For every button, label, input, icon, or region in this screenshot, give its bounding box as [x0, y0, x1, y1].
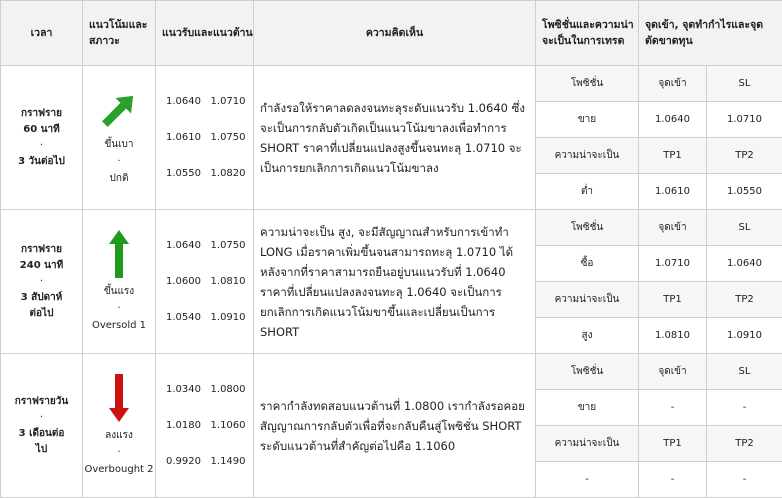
arrow-down-icon — [108, 373, 130, 423]
trend-cell — [83, 66, 156, 210]
tp1-value: 1.0610 — [639, 174, 707, 210]
sr-pair: 1.0340 1.0800 — [166, 383, 246, 395]
condition-label: Oversold 1 — [91, 320, 147, 331]
sr-pair: 1.0180 1.1060 — [166, 419, 246, 431]
tp2-value: 1.0910 — [707, 318, 782, 354]
entry-value: 1.0640 — [639, 102, 707, 138]
header-comment: ความคิดเห็น — [254, 1, 536, 66]
sl-head: SL — [707, 66, 782, 102]
period-text: 3 เดือนต่อ — [18, 427, 65, 439]
header-position: โพซิชั่นและความน่าจะเป็นในการเทรด — [536, 1, 639, 66]
header-trend: แนวโน้มและสภาวะ — [83, 1, 156, 66]
sr-pair: 1.0550 1.0820 — [166, 167, 246, 179]
dot-separator: · — [117, 156, 121, 167]
header-time: เวลา — [1, 1, 83, 66]
period-text: ไป — [35, 443, 48, 455]
position-value: ซื้อ — [536, 246, 639, 282]
sr-pair: 1.0600 1.0810 — [166, 275, 246, 287]
period-text: 240 นาที — [19, 259, 64, 271]
entry-value: - — [639, 390, 707, 426]
tp2-value: 1.0550 — [707, 174, 782, 210]
comment-cell: ราคากำลังทดสอบแนวต้านที่ 1.0800 เรากำลังรอคอยสัญญาณการกลับตัวเพื่อที่จะกลับคืนสู่โพซิชั่น SHORT ระดับแนวต้านที่สำคัญต่อไปคือ 1.1060 — [254, 354, 536, 498]
position-head: โพซิชั่น — [536, 66, 639, 102]
position-head: โพซิชั่น — [536, 210, 639, 246]
table-row — [1, 354, 782, 390]
tp2-value: - — [707, 462, 782, 498]
tp1-head: TP1 — [639, 426, 707, 462]
tp2-head: TP2 — [707, 426, 782, 462]
trend-label: ลงแรง — [105, 430, 133, 441]
table-row — [1, 66, 782, 102]
period-text: กราฟราย — [21, 107, 62, 119]
tp2-head: TP2 — [707, 282, 782, 318]
probability-head: ความน่าจะเป็น — [536, 426, 639, 462]
dot-separator: · — [39, 411, 44, 423]
tp2-head: TP2 — [707, 138, 782, 174]
probability-value: ต่ำ — [536, 174, 639, 210]
tp1-head: TP1 — [639, 282, 707, 318]
sr-pair: 1.0610 1.0750 — [166, 131, 246, 143]
table-row — [1, 210, 782, 246]
comment-cell: กำลังรอให้ราคาลดลงจนทะลุระดับแนวรับ 1.0640 ซึ่งจะเป็นการกลับตัวเกิดเป็นแนวโน้มขาลงเพื่อทำการ SHORT ราคาที่เปลี่ยนแปลงสูงขึ้นจนทะลุ 1.0710 จะเป็นการยกเลิกการเกิดแนวโน้มขาลง — [254, 66, 536, 210]
period-cell — [1, 354, 83, 498]
sr-cell — [156, 354, 254, 498]
position-value: ขาย — [536, 102, 639, 138]
dot-separator: · — [39, 275, 44, 287]
tp1-value: 1.0810 — [639, 318, 707, 354]
period-text: 3 วันต่อไป — [18, 155, 65, 167]
condition-label: ปกติ — [109, 173, 129, 184]
period-text: กราฟราย — [21, 243, 62, 255]
entry-head: จุดเข้า — [639, 66, 707, 102]
trend-cell — [83, 210, 156, 354]
sl-value: 1.0710 — [707, 102, 782, 138]
sr-cell — [156, 210, 254, 354]
position-value: ขาย — [536, 390, 639, 426]
position-head: โพซิชั่น — [536, 354, 639, 390]
period-cell — [1, 210, 83, 354]
trend-label: ขึ้นแรง — [103, 286, 135, 297]
header-sr: แนวรับและแนวต้าน — [156, 1, 254, 66]
probability-head: ความน่าจะเป็น — [536, 138, 639, 174]
sr-pair: 0.9920 1.1490 — [166, 455, 246, 467]
dot-separator: · — [117, 447, 121, 458]
sl-head: SL — [707, 354, 782, 390]
trend-label: ขึ้นเบา — [104, 139, 134, 150]
probability-head: ความน่าจะเป็น — [536, 282, 639, 318]
tp1-value: - — [639, 462, 707, 498]
period-text: กราฟรายวัน — [14, 395, 69, 407]
header-entry: จุดเข้า, จุดทำกำไรและจุดตัดขาดทุน — [639, 1, 782, 66]
period-text: 60 นาที — [23, 123, 60, 135]
dot-separator: · — [117, 303, 121, 314]
entry-head: จุดเข้า — [639, 354, 707, 390]
dot-separator: · — [39, 139, 44, 151]
sl-value: - — [707, 390, 782, 426]
sr-pair: 1.0640 1.0750 — [166, 239, 246, 251]
sr-cell — [156, 66, 254, 210]
arrow-up-right-icon — [99, 88, 139, 132]
entry-value: 1.0710 — [639, 246, 707, 282]
entry-head: จุดเข้า — [639, 210, 707, 246]
sr-pair: 1.0540 1.0910 — [166, 311, 246, 323]
sl-value: 1.0640 — [707, 246, 782, 282]
trend-cell — [83, 354, 156, 498]
arrow-up-icon — [108, 229, 130, 279]
probability-value: - — [536, 462, 639, 498]
probability-value: สูง — [536, 318, 639, 354]
sr-pair: 1.0640 1.0710 — [166, 95, 246, 107]
condition-label: Overbought 2 — [84, 464, 154, 475]
tp1-head: TP1 — [639, 138, 707, 174]
period-text: ต่อไป — [29, 307, 54, 319]
sl-head: SL — [707, 210, 782, 246]
period-text: 3 สัปดาห์ — [20, 291, 63, 303]
comment-cell: ความน่าจะเป็น สูง, จะมีสัญญาณสำหรับการเข้าทำ LONG เมื่อราคาเพิ่มขึ้นจนสามารถทะลุ 1.0710 ได้ หลังจากที่ราคาสามารถยืนอยู่บนแนวรับที่ 1.0640 ราคาที่เปลี่ยนแปลงลงจนทะลุ 1.0640 จะเป็นการยกเลิกการเกิดแนวโน้มขาขึ้นและเปลี่ยนเป็นการ SHORT — [254, 210, 536, 354]
period-cell — [1, 66, 83, 210]
